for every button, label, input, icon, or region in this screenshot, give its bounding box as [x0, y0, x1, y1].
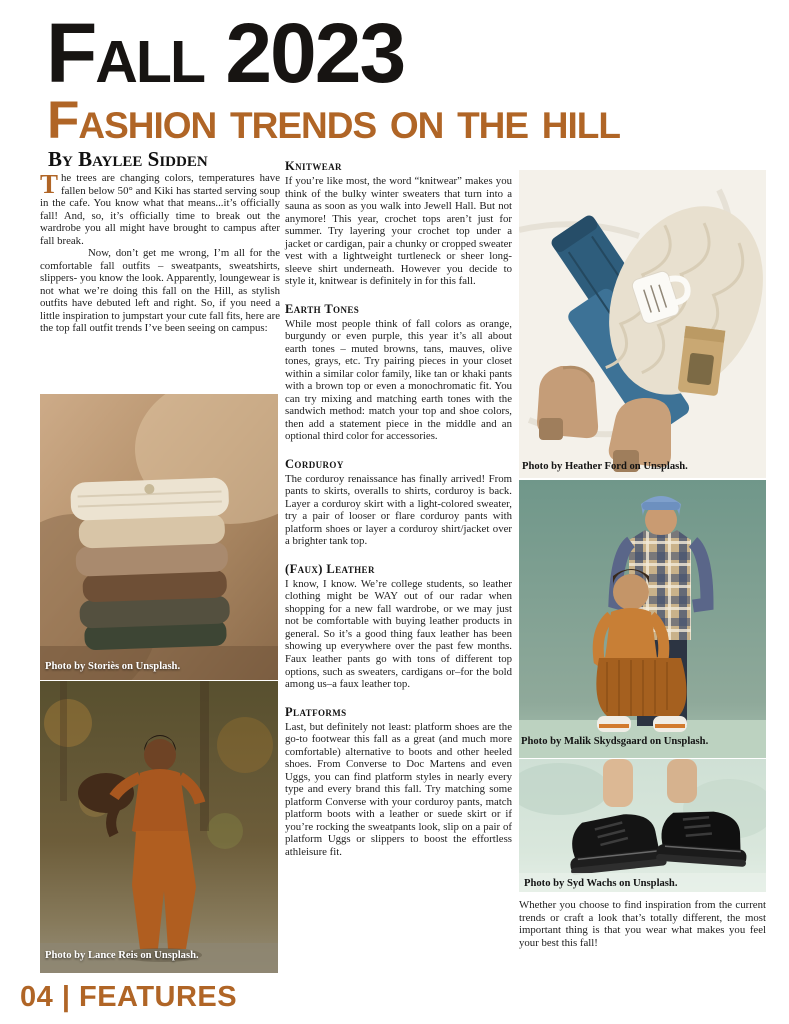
trends-column [285, 159, 512, 872]
section-heading: (Faux) Leather [285, 561, 375, 576]
section-heading: Platforms [285, 704, 347, 719]
page-subtitle: Fashion trends on the hill [47, 91, 620, 150]
section-body: Last, but definitely not least: platform shoes are the go-to footwear this fall as a great (and much more comfortable) alternative to boots and other heeled shoes. From Converse to Doc Martens and even Uggs, you can find platform styles in nearly every type and every brand this fall. Try matching some platform Converse with your corduroy pants, match platform boots with a leather or suede skirt or if you’re rocking the sweatpants look, slip on a pair of platform Uggs or slippers to boost the effortless athleisure fit. [285, 720, 512, 858]
intro-paragraph-2: Now, don’t get me wrong, I’m all for the comfortable fall outfits – sweatpants, sweatshirts, slippers- you know the look. Apparently, loungewear is not what we’re doing this fall on the Hill, as stylish outfits have debuted left and right. So, if you need a little inspiration to jumpstart your cute fall fits, here are the top fall outfit trends I’ve been seeing on campus: [40, 247, 280, 335]
photo-caption: Photo by Syd Wachs on Unsplash. [524, 878, 678, 889]
photo-platform-shoes [519, 759, 766, 892]
photo-caption: Photo by Storiès on Unsplash. [45, 661, 181, 672]
byline: By Baylee Sidden [48, 147, 208, 171]
section-knitwear [285, 159, 512, 288]
section-platforms [285, 705, 512, 859]
photo-sweater-stack [40, 394, 278, 680]
section-corduroy [285, 457, 512, 548]
flat-lay-illustration [519, 170, 766, 478]
section-body: The corduroy renaissance has finally arrived! From pants to skirts, overalls to shirts, corduroy is back. Layer a corduroy skirt with a light-colored sweater, try a pair of looser or flare corduroy pants with platform shoes or layer a corduroy shirt/jacket over a brighter tank top. [285, 472, 512, 548]
section-heading: Knitwear [285, 159, 342, 173]
sweater-stack-illustration [40, 394, 278, 680]
models-illustration [519, 480, 766, 758]
rust-outfit-illustration [40, 681, 278, 973]
section-body: I know, I know. We’re college students, so leather clothing might be WAY out of our radar when shopping for a new fall wardrobe, or we may just not be comfortable with buying leather products in general. So it’s a good thing faux leather has been showing up everywhere over the past few months. Faux leather pants go with tons of different top options, such as sweaters, cardigans or–for the bold among us–a faux leather top. [285, 577, 512, 691]
photo-rust-outfit [40, 681, 278, 973]
section-earth-tones [285, 302, 512, 443]
photo-caption: Photo by Heather Ford on Unsplash. [522, 461, 688, 472]
section-body: If you’re like most, the word “knitwear” makes you think of the bulky winter sweaters that turn into a sauna as soon as you walk into Jewell Hall. But not anymore! This year, crochet tops aren’t just for summer. Try layering your crochet top under a jacket or cardigan, pair a chunky or cropped sweater vest with a lightweight turtleneck or sheer long-sleeve shirt underneath. However you decide to style it, knitwear is definitely in for this fall. [285, 175, 512, 288]
closing-column [519, 899, 766, 949]
page-title: Fall 2023 [46, 6, 405, 100]
section-heading: Earth Tones [285, 301, 360, 316]
photo-flat-lay [519, 170, 766, 478]
photo-plaid-corduroy-models [519, 480, 766, 758]
closing-paragraph: Whether you choose to find inspiration from the current trends or craft a look that’s totally different, the most important thing is that you wear what makes you feel your best this fall! [519, 899, 766, 949]
photo-caption: Photo by Malik Skydsgaard on Unsplash. [521, 736, 709, 747]
section-heading: Corduroy [285, 456, 344, 471]
page-footer-label: 04 | FEATURES [20, 981, 238, 1013]
intro-paragraph-1: The trees are changing colors, temperatures have fallen below 50° and Kiki has started serving soup in the cafe. You know what that means...it’s officially fall! And, so, it’s officially time to break out the wardrobe you all might have brought to campus after fall break. [40, 169, 280, 247]
intro-column [40, 169, 280, 335]
section-faux-leather [285, 562, 512, 691]
section-body: While most people think of fall colors as orange, burgundy or even purple, this year it’s all about earth tones – muted browns, tans, mauves, olive tones, grays, etc. Try pairing pieces in your closet within a similar color family, like tan or khaki pants with a brown top or even a monochromatic fit. You can try mixing and matching earth tones with the sandwich method: match your top and shoe colors, then add a statement piece in the middle and an optional third color for accessories. [285, 317, 512, 443]
photo-caption: Photo by Lance Reis on Unsplash. [45, 950, 199, 961]
platform-shoes-illustration [519, 759, 766, 892]
